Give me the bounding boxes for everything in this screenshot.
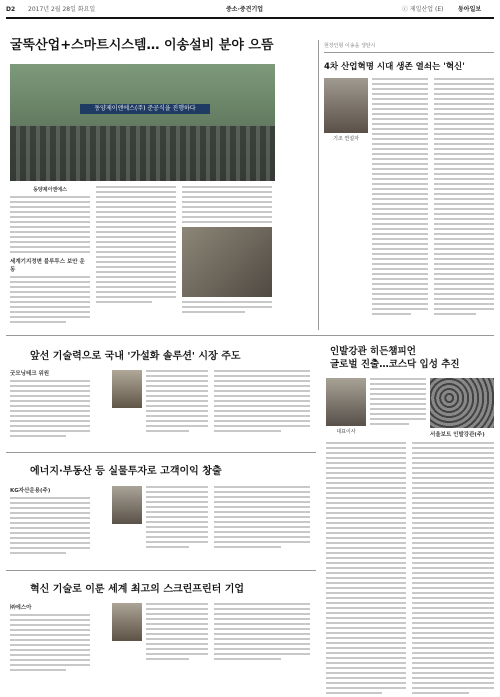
story4-portrait — [112, 603, 142, 641]
sidebar-portrait-caption: 기조 연설자 — [333, 136, 359, 142]
lead-headline: 굴뚝산업+스마트시스템… 이송설비 분야 으뜸 — [10, 38, 274, 53]
ceo-portrait — [182, 227, 272, 297]
story5-headline: 인발강관 히든챔피언 글로벌 진출…코스닥 입성 추진 — [330, 346, 460, 370]
section-title: 중소·중견기업 — [226, 6, 264, 13]
story5-portrait — [326, 378, 366, 426]
lead-subhead: 세계기지정변 블루투스 보안 운동 — [10, 259, 85, 273]
story2-brand: 굿모닝테크 위원 — [10, 371, 50, 377]
sidebar-headline: 4차 산업혁명 시대 생존 열쇠는 '혁신' — [324, 62, 465, 72]
sidebar-portrait — [324, 78, 368, 133]
lead-col-3 — [182, 186, 272, 316]
site-label: ⓒ 제일산업 (E) — [402, 6, 444, 13]
story4-brand: ㈜에스아 — [10, 605, 32, 611]
steel-pipe-photo — [430, 378, 494, 428]
lead-col-2 — [96, 186, 176, 306]
newspaper-logo: 동아일보 — [458, 6, 482, 13]
story5-caption: 대표이사 — [336, 429, 356, 435]
lead-col-1 — [10, 186, 90, 326]
story3-headline: 에너지·부동산 등 실물투자로 고객이익 창출 — [30, 466, 222, 477]
header-rule — [6, 17, 494, 19]
story4-headline: 혁신 기술로 이룬 세계 최고의 스크린프린터 기업 — [30, 584, 245, 595]
lead-photo-caption: 동양제이앤에스 — [33, 187, 67, 193]
event-banner: 동양제이앤에스(주) 준공식을 진행하다 — [80, 104, 210, 114]
lead-photo — [10, 64, 275, 181]
issue-date: 2017년 2월 28일 화요일 — [28, 6, 96, 13]
crowd-figure — [10, 126, 275, 181]
story2-portrait — [112, 370, 142, 408]
story3-brand: KG자산운용(주) — [10, 488, 51, 494]
page-header — [6, 4, 494, 16]
story2-headline: 앞선 기술력으로 국내 '가설화 솔루션' 시장 주도 — [30, 351, 241, 362]
page-number: D2 — [6, 6, 16, 13]
story5-brand: 서울보트 인발강관(주) — [430, 432, 485, 438]
story3-portrait — [112, 486, 142, 524]
column-divider — [318, 40, 319, 330]
sidebar-title: 현장인형 이송을 생탄시 — [324, 43, 376, 49]
